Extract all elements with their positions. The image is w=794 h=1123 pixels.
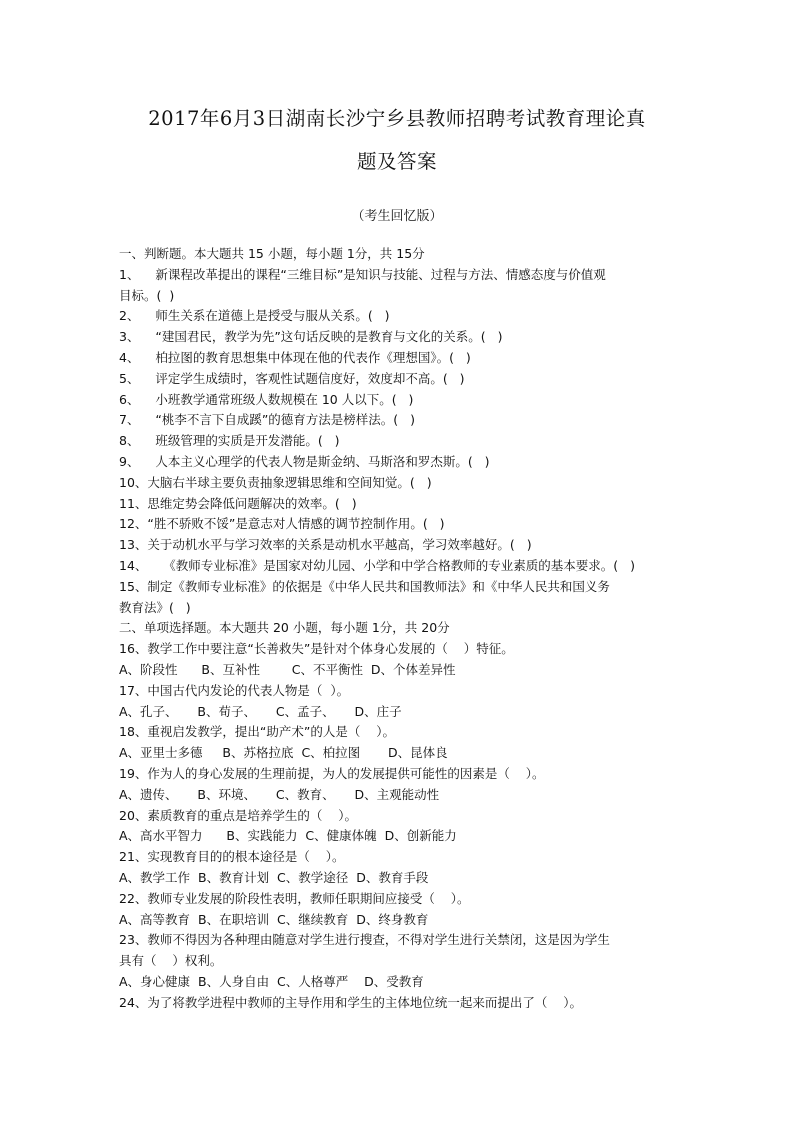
- document-title-line-2: 题及答案: [356, 150, 437, 173]
- answer-options: A、阶段性 B、互补性 C、不平衡性 D、个体差异性: [119, 661, 456, 677]
- question-line: 具有（ ）权利。: [119, 953, 223, 969]
- question-line: 1、 新课程改革提出的课程“三维目标”是知识与技能、过程与方法、情感态度与价值观: [119, 266, 606, 282]
- question-line: 13、关于动机水平与学习效率的关系是动机水平越高，学习效率越好。( ): [119, 537, 532, 553]
- question-line: 23、教师不得因为各种理由随意对学生进行搜查，不得对学生进行关禁闭，这是因为学生: [119, 932, 610, 948]
- question-line: 3、 “建国君民，教学为先”这句话反映的是教育与文化的关系。( ): [119, 329, 503, 345]
- question-line: 17、中国古代内发论的代表人物是（ ）。: [119, 682, 350, 698]
- question-line: 6、 小班教学通常班级人数规模在 10 人以下。( ): [119, 391, 414, 407]
- document-subtitle: （考生回忆版）: [351, 209, 443, 224]
- question-line: 18、重视启发教学，提出“助产术”的人是（ ）。: [119, 724, 396, 740]
- question-line: 21、实现教育目的的根本途径是（ ）。: [119, 849, 345, 865]
- question-list: [119, 244, 691, 1013]
- answer-options: A、亚里士多德 B、苏格拉底 C、柏拉图 D、昆体良: [119, 745, 448, 761]
- question-line: 4、 柏拉图的教育思想集中体现在他的代表作《理想国》。( ): [119, 349, 471, 365]
- question-line: 19、作为人的身心发展的生理前提，为人的发展提供可能性的因素是（ ）。: [119, 765, 545, 781]
- question-line: 22、教师专业发展的阶段性表明，教师任职期间应接受（ ）。: [119, 890, 470, 906]
- answer-options: A、教学工作 B、教育计划 C、教学途径 D、教育手段: [119, 869, 429, 885]
- section-heading-single-choice: 二、单项选择题。本大题共 20 小题，每小题 1分，共 20分: [119, 620, 450, 636]
- question-line: 15、制定《教师专业标准》的依据是《中华人民共和国教师法》和《中华人民共和国义务: [119, 578, 610, 594]
- question-line: 20、素质教育的重点是培养学生的（ ）。: [119, 807, 358, 823]
- question-line: 24、为了将教学进程中教师的主导作用和学生的主体地位统一起来而提出了（ ）。: [119, 994, 583, 1010]
- answer-options: A、高水平智力 B、实践能力 C、健康体魄 D、创新能力: [119, 828, 457, 844]
- question-line: 7、 “桃李不言下自成蹊”的德育方法是榜样法。( ): [119, 412, 415, 428]
- answer-options: A、遗传、 B、环境、 C、教育、 D、主观能动性: [119, 786, 440, 802]
- question-line: 2、 师生关系在道德上是授受与服从关系。( ): [119, 308, 390, 324]
- question-line: 16、教学工作中要注意“长善救失”是针对个体身心发展的（ ）特征。: [119, 641, 514, 657]
- question-line: 5、 评定学生成绩时，客观性试题信度好，效度却不高。( ): [119, 370, 465, 386]
- question-line: 10、大脑右半球主要负责抽象逻辑思维和空间知觉。( ): [119, 474, 432, 490]
- answer-options: A、高等教育 B、在职培训 C、继续教育 D、终身教育: [119, 911, 429, 927]
- question-line: 9、 人本主义心理学的代表人物是斯金纳、马斯洛和罗杰斯。( ): [119, 453, 490, 469]
- question-line: 11、思维定势会降低问题解决的效率。( ): [119, 495, 357, 511]
- section-heading-judgment: 一、判断题。本大题共 15 小题，每小题 1分，共 15分: [119, 246, 425, 261]
- question-line: 14、 《教师专业标准》是国家对幼儿园、小学和中学合格教师的专业素质的基本要求。( ): [119, 557, 635, 573]
- question-line: 8、 班级管理的实质是开发潜能。( ): [119, 433, 340, 449]
- answer-options: A、孔子、 B、荀子、 C、孟子、 D、庄子: [119, 703, 402, 719]
- question-line: 教育法》( ): [119, 599, 191, 615]
- question-line: 12、“胜不骄败不馁”是意志对人情感的调节控制作用。( ): [119, 516, 445, 532]
- question-line: 目标。( ): [119, 287, 175, 303]
- answer-options: A、身心健康 B、人身自由 C、人格尊严 D、受教育: [119, 973, 424, 989]
- document-title-line-1: 2017年6月3日湖南长沙宁乡县教师招聘考试教育理论真: [148, 107, 646, 130]
